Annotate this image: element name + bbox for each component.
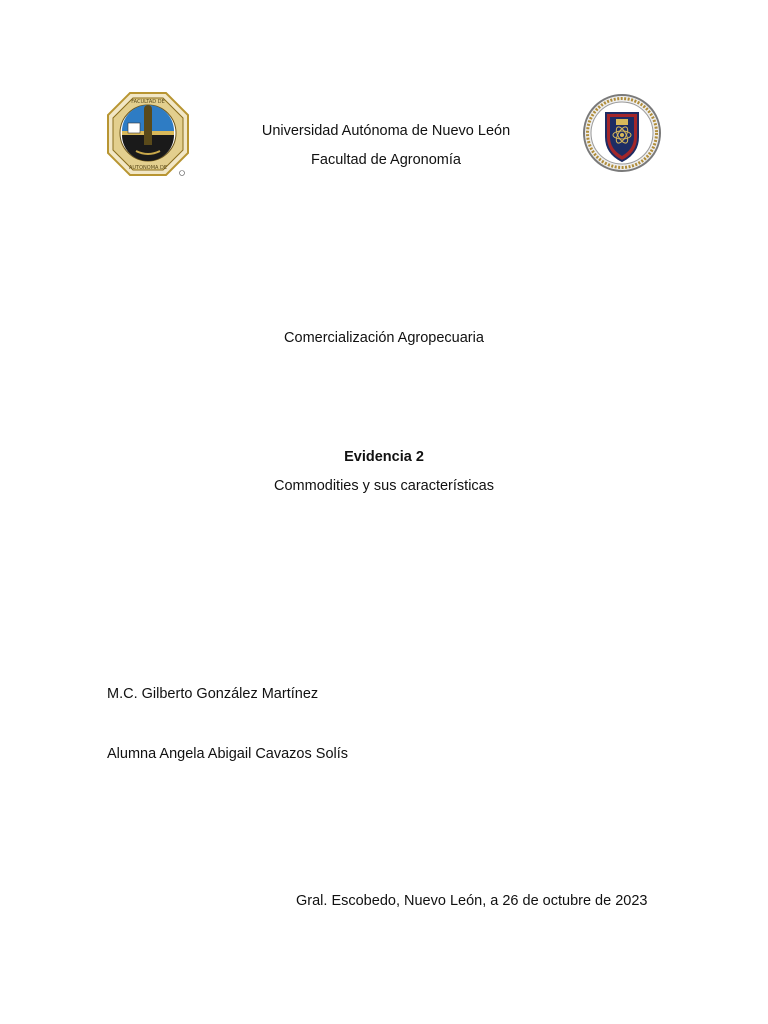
place-and-date: Gral. Escobedo, Nuevo León, a 26 de octubre de 2023 — [296, 893, 648, 909]
teacher-name: M.C. Gilberto González Martínez — [107, 686, 319, 702]
svg-text:FACULTAD DE: FACULTAD DE — [131, 99, 165, 105]
uanl-shield-seal-icon — [582, 91, 662, 175]
course-name: Comercialización Agropecuaria — [284, 330, 484, 346]
evidence-subtitle: Commodities y sus características — [274, 478, 494, 494]
university-name: Universidad Autónoma de Nuevo León — [261, 123, 511, 139]
faculty-name: Facultad de Agronomía — [311, 152, 461, 168]
student-name: Alumna Angela Abigail Cavazos Solís — [107, 746, 349, 762]
svg-text:AUTONOMA DE: AUTONOMA DE — [128, 165, 168, 171]
evidence-title: Evidencia 2 — [344, 449, 424, 465]
